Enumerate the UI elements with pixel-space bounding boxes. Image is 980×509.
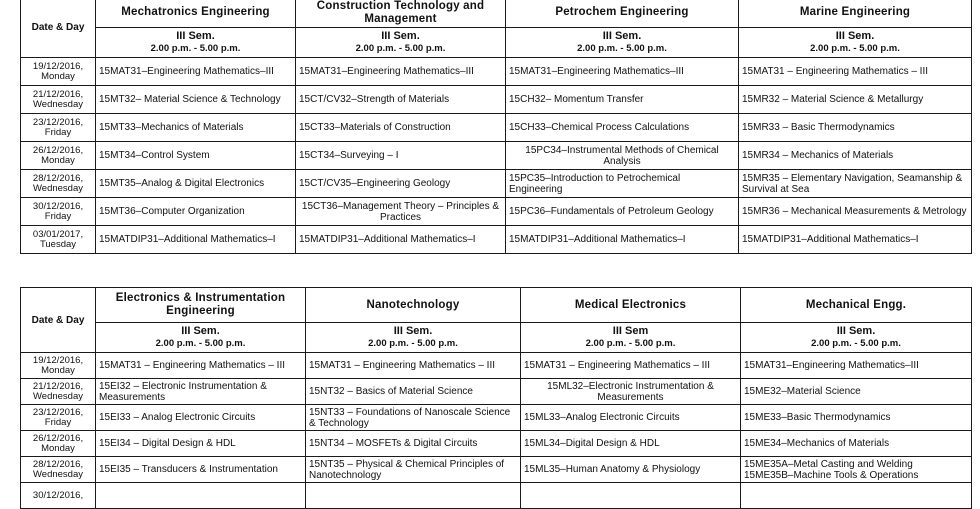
table-row (21, 198, 972, 226)
dept-header-electronics-instrumentation: Electronics & Instrumentation Engineering (96, 288, 306, 323)
sem-label: III Sem. (393, 325, 433, 337)
exam-day: Wednesday (33, 390, 83, 402)
table-row (21, 114, 972, 142)
table-row (21, 170, 972, 198)
sem-label: III Sem. (836, 325, 876, 337)
date-cell (21, 58, 96, 86)
subject-cell: 15PC34–Instrumental Methods of Chemical Analysis (506, 142, 739, 170)
subject-cell: 15MT35–Analog & Digital Electronics (96, 170, 296, 198)
dept-header-petrochem: Petrochem Engineering (506, 0, 739, 28)
subject-cell: 15CT/CV32–Strength of Materials (296, 86, 506, 114)
subject-cell: 15MAT31–Engineering Mathematics–III (506, 58, 739, 86)
sem-cell (96, 28, 296, 58)
exam-date: 23/12/2016, (32, 406, 84, 418)
date-cell (21, 431, 96, 457)
subject-cell: 15EI32 – Electronic Instrumentation & Measurements (96, 379, 306, 405)
date-cell (21, 379, 96, 405)
exam-date: 19/12/2016, (32, 60, 84, 72)
subject-cell: 15NT34 – MOSFETs & Digital Circuits (306, 431, 521, 457)
exam-date: 03/01/2017, (32, 228, 84, 240)
subject-cell: 15EI35 – Transducers & Instrumentation (96, 457, 306, 483)
table-row (21, 431, 972, 457)
sem-cell (506, 28, 739, 58)
subject-cell: 15CH32– Momentum Transfer (506, 86, 739, 114)
exam-day: Friday (44, 416, 72, 428)
subject-cell: 15EI33 – Analog Electronic Circuits (96, 405, 306, 431)
subject-cell: 15MATDIP31–Additional Mathematics–I (96, 226, 296, 254)
exam-date: 26/12/2016, (32, 144, 84, 156)
date-cell (21, 226, 96, 254)
subject-cell: 15ML34–Digital Design & HDL (521, 431, 741, 457)
subject-cell: 15MR36 – Mechanical Measurements & Metrology (739, 198, 972, 226)
sem-cell (306, 323, 521, 353)
exam-time: 2.00 p.m. - 5.00 p.m. (368, 338, 458, 349)
subject-cell: 15ME33–Basic Thermodynamics (741, 405, 972, 431)
exam-date: 28/12/2016, (32, 458, 84, 470)
subject-cell: 15MATDIP31–Additional Mathematics–I (296, 226, 506, 254)
exam-day: Monday (41, 70, 75, 82)
exam-time: 2.00 p.m. - 5.00 p.m. (810, 43, 900, 54)
exam-date: 30/12/2016, (32, 489, 84, 501)
subject-cell (96, 483, 306, 509)
date-cell (21, 142, 96, 170)
exam-time: 2.00 p.m. - 5.00 p.m. (811, 338, 901, 349)
exam-time: 2.00 p.m. - 5.00 p.m. (355, 43, 446, 54)
table-row (21, 226, 972, 254)
subject-cell: 15CT34–Surveying – I (296, 142, 506, 170)
semester-row (21, 323, 972, 353)
semester-row (21, 28, 972, 58)
subject-cell: 15MR35 – Elementary Navigation, Seamanship & Survival at Sea (739, 170, 972, 198)
subject-cell: 15ME32–Material Science (741, 379, 972, 405)
subject-cell: 15ML32–Electronic Instrumentation & Measurements (521, 379, 741, 405)
subject-cell: 15MAT31 – Engineering Mathematics – III (521, 353, 741, 379)
exam-time: 2.00 p.m. - 5.00 p.m. (155, 338, 246, 349)
table-row (21, 457, 972, 483)
subject-cell: 15PC36–Fundamentals of Petroleum Geology (506, 198, 739, 226)
timetable-2 (20, 287, 972, 509)
exam-date: 28/12/2016, (32, 172, 84, 184)
department-header-row (21, 0, 972, 28)
exam-date: 21/12/2016, (32, 380, 84, 392)
subject-cell: 15MT36–Computer Organization (96, 198, 296, 226)
subject-cell: 15ME34–Mechanics of Materials (741, 431, 972, 457)
department-header-row (21, 288, 972, 323)
subject-cell: 15MT34–Control System (96, 142, 296, 170)
subject-cell: 15MR33 – Basic Thermodynamics (739, 114, 972, 142)
date-cell (21, 457, 96, 483)
table-row (21, 58, 972, 86)
exam-day: Friday (44, 126, 72, 138)
exam-date: 26/12/2016, (32, 432, 84, 444)
sem-cell (296, 28, 506, 58)
exam-day: Wednesday (33, 182, 83, 194)
sem-cell (96, 323, 306, 353)
date-cell (21, 405, 96, 431)
subject-cell (741, 483, 972, 509)
subject-cell: 15NT33 – Foundations of Nanoscale Science & Technology (306, 405, 521, 431)
date-day-header: Date & Day (21, 288, 96, 353)
sem-label: III Sem (612, 325, 649, 337)
table-row (21, 86, 972, 114)
subject-cell: 15MR32 – Material Science & Metallurgy (739, 86, 972, 114)
exam-time: 2.00 p.m. - 5.00 p.m. (577, 43, 667, 54)
exam-day: Monday (41, 442, 75, 454)
date-cell (21, 114, 96, 142)
date-day-header: Date & Day (21, 0, 96, 58)
subject-cell: 15MATDIP31–Additional Mathematics–I (739, 226, 972, 254)
exam-day: Friday (44, 210, 72, 222)
dept-header-nanotechnology: Nanotechnology (306, 288, 521, 323)
subject-cell: 15MATDIP31–Additional Mathematics–I (506, 226, 739, 254)
dept-header-medical-electronics: Medical Electronics (521, 288, 741, 323)
sem-cell (741, 323, 972, 353)
sem-label: III Sem. (176, 30, 215, 42)
exam-day: Monday (41, 364, 75, 376)
subject-cell: 15MAT31–Engineering Mathematics–III (741, 353, 972, 379)
table-row (21, 405, 972, 431)
table-row (21, 483, 972, 509)
date-cell (21, 483, 96, 509)
subject-cell: 15ML33–Analog Electronic Circuits (521, 405, 741, 431)
sem-label: III Sem. (602, 30, 642, 42)
subject-cell: 15MT33–Mechanics of Materials (96, 114, 296, 142)
exam-date: 30/12/2016, (32, 200, 84, 212)
sem-label: III Sem. (381, 30, 420, 42)
subject-cell: 15EI34 – Digital Design & HDL (96, 431, 306, 457)
exam-day: Monday (41, 154, 75, 166)
dept-header-mechatronics: Mechatronics Engineering (96, 0, 296, 28)
subject-cell: 15MR34 – Mechanics of Materials (739, 142, 972, 170)
exam-date: 21/12/2016, (32, 88, 84, 100)
subject-cell: 15MAT31 – Engineering Mathematics – III (306, 353, 521, 379)
table-row (21, 353, 972, 379)
subject-cell: 15CH33–Chemical Process Calculations (506, 114, 739, 142)
subject-cell: 15NT35 – Physical & Chemical Principles of Nanotechnology (306, 457, 521, 483)
dept-header-mechanical: Mechanical Engg. (741, 288, 972, 323)
subject-cell: 15PC35–Introduction to Petrochemical Engineering (506, 170, 739, 198)
exam-date: 19/12/2016, (32, 354, 84, 366)
sem-label: III Sem. (835, 30, 875, 42)
dept-header-construction: Construction Technology and Management (296, 0, 506, 28)
exam-day: Wednesday (33, 98, 83, 110)
sem-label: III Sem. (181, 325, 220, 337)
sem-cell (739, 28, 972, 58)
date-cell (21, 353, 96, 379)
exam-date: 23/12/2016, (32, 116, 84, 128)
subject-cell: 15MAT31–Engineering Mathematics–III (296, 58, 506, 86)
exam-day: Wednesday (33, 468, 83, 480)
exam-time: 2.00 p.m. - 5.00 p.m. (150, 43, 241, 54)
dept-header-marine: Marine Engineering (739, 0, 972, 28)
subject-cell: 15ML35–Human Anatomy & Physiology (521, 457, 741, 483)
subject-cell: 15MAT31–Engineering Mathematics–III (96, 58, 296, 86)
table-row (21, 379, 972, 405)
subject-cell: 15CT/CV35–Engineering Geology (296, 170, 506, 198)
subject-cell (521, 483, 741, 509)
subject-cell: 15MAT31 – Engineering Mathematics – III (96, 353, 306, 379)
subject-cell: 15NT32 – Basics of Material Science (306, 379, 521, 405)
subject-cell: 15MT32– Material Science & Technology (96, 86, 296, 114)
date-cell (21, 170, 96, 198)
exam-day: Tuesday (39, 238, 77, 250)
exam-time: 2.00 p.m. - 5.00 p.m. (585, 338, 676, 349)
subject-cell: 15MAT31 – Engineering Mathematics – III (739, 58, 972, 86)
date-cell (21, 86, 96, 114)
date-cell (21, 198, 96, 226)
sem-cell (521, 323, 741, 353)
table-row (21, 142, 972, 170)
subject-cell: 15CT33–Materials of Construction (296, 114, 506, 142)
timetable-1 (20, 0, 972, 254)
subject-cell: 15ME35A–Metal Casting and Welding 15ME35B–Machine Tools & Operations (741, 457, 972, 483)
subject-cell: 15CT36–Management Theory – Principles & Practices (296, 198, 506, 226)
subject-cell (306, 483, 521, 509)
